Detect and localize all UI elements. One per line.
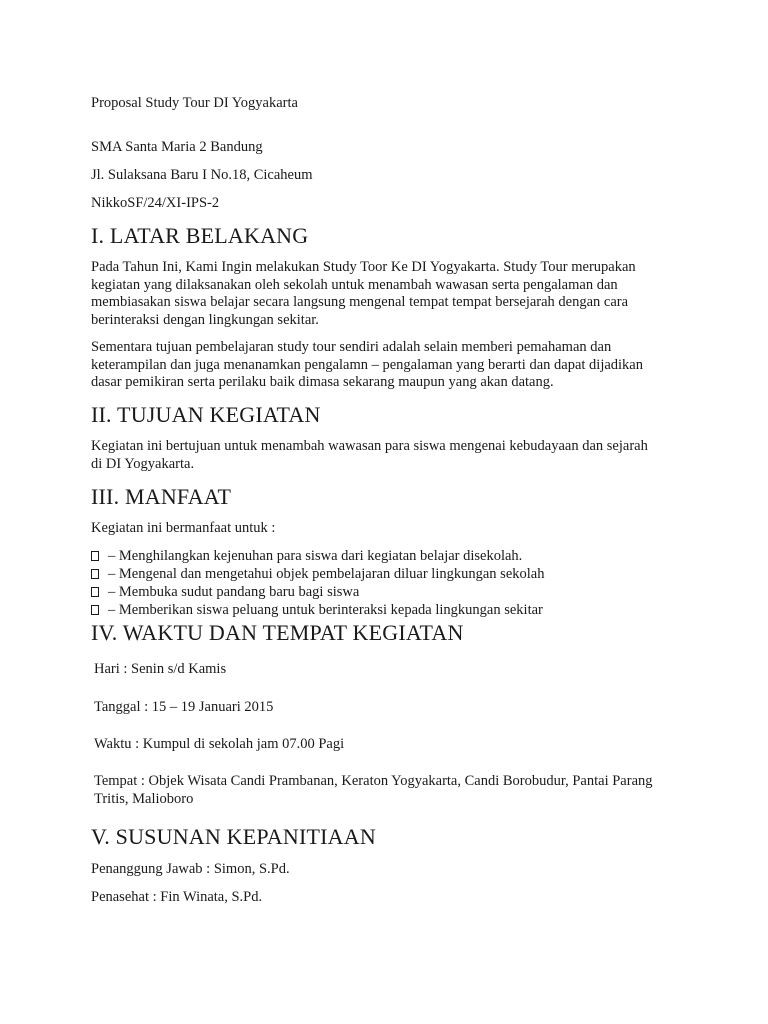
waktu-jam: Waktu : Kumpul di sekolah jam 07.00 Pagi: [94, 736, 345, 752]
school-address: Jl. Sulaksana Baru I No.18, Cicaheum: [91, 167, 313, 183]
heading-waktu-tempat: IV. WAKTU DAN TEMPAT KEGIATAN: [91, 620, 464, 645]
checkbox-glyph-icon: [91, 587, 99, 597]
list-item: – Membuka sudut pandang baru bagi siswa: [91, 583, 359, 601]
penanggung-jawab: Penanggung Jawab : Simon, S.Pd.: [91, 861, 290, 877]
text-line: Kegiatan ini bertujuan untuk menambah wawasan para siswa mengenai kebudayaan dan sejarah: [91, 438, 648, 454]
waktu-tempat: [94, 773, 694, 808]
heading-tujuan-kegiatan: II. TUJUAN KEGIATAN: [91, 402, 321, 427]
text-line: kegiatan yang dilaksanakan oleh sekolah untuk menambah wawasan serta pengalaman dan: [91, 276, 618, 293]
waktu-hari: Hari : Senin s/d Kamis: [94, 661, 227, 677]
heading-latar-belakang: I. LATAR BELAKANG: [91, 223, 309, 248]
text-line: keterampilan dan juga menanamkan pengalamn – pengalaman yang berarti dan dapat dijadikan: [91, 356, 643, 373]
text-line: dasar pemikiran serta perilaku baik dimasa sekarang maupun yang akan datang.: [91, 374, 554, 390]
paragraph-tujuan: [91, 438, 691, 473]
heading-susunan-kepanitiaan: V. SUSUNAN KEPANITIAAN: [91, 824, 376, 849]
paragraph-latar-2: [91, 339, 691, 392]
text-line: Pada Tahun Ini, Kami Ingin melakukan Study Toor Ke DI Yogyakarta. Study Tour merupakan: [91, 259, 636, 275]
text-line: Tempat : Objek Wisata Candi Prambanan, Keraton Yogyakarta, Candi Borobudur, Pantai Parang: [94, 773, 653, 789]
waktu-tanggal: Tanggal : 15 – 19 Januari 2015: [94, 699, 274, 715]
text-line: membiasakan siswa belajar secara langsung mengenal tempat tempat bersejarah dengan cara: [91, 294, 629, 310]
checkbox-glyph-icon: [91, 551, 99, 561]
paragraph-latar-1: [91, 259, 691, 329]
text-line: Tritis, Malioboro: [94, 790, 194, 807]
document-title: Proposal Study Tour DI Yogyakarta: [91, 95, 298, 111]
manfaat-intro: Kegiatan ini bermanfaat untuk :: [91, 520, 276, 536]
text-line: di DI Yogyakarta.: [91, 455, 195, 472]
reference-number: NikkoSF/24/XI-IPS-2: [91, 195, 220, 211]
penasehat: Penasehat : Fin Winata, S.Pd.: [91, 889, 263, 905]
checkbox-glyph-icon: [91, 569, 99, 579]
list-item: – Menghilangkan kejenuhan para siswa dari kegiatan belajar disekolah.: [91, 547, 522, 565]
school-name: SMA Santa Maria 2 Bandung: [91, 139, 263, 155]
list-item: – Memberikan siswa peluang untuk berinteraksi kepada lingkungan sekitar: [91, 601, 543, 619]
text-line: Sementara tujuan pembelajaran study tour sendiri adalah selain memberi pemahaman dan: [91, 339, 612, 355]
heading-manfaat: III. MANFAAT: [91, 484, 232, 509]
list-item: – Mengenal dan mengetahui objek pembelajaran diluar lingkungan sekolah: [91, 565, 544, 583]
text-line: berinteraksi dengan lingkungan sekitar.: [91, 311, 319, 328]
checkbox-glyph-icon: [91, 605, 99, 615]
